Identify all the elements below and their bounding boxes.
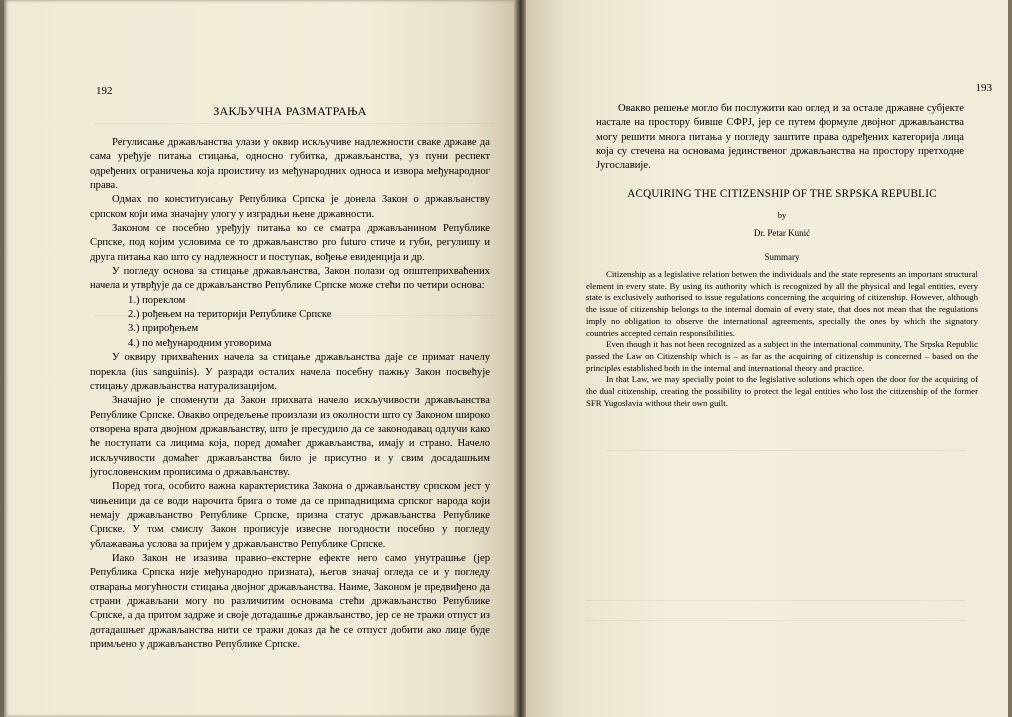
paragraph: У погледу основа за стицање држављанства, Закон полази од општеприхваћених начела и утврђује да се држављанство Републике Српске може стећи по четири основа: xyxy=(90,266,490,292)
paragraph: Citizenship as a legislative relation betwen the individuals and the state represents an important structural element in every state. By using its authority which is recognized by all the physical and legal entities, every state is exclusively authorised to issue regulations concerning the acquiring of citizenship. However, although the issue of citizenship belongs to the internal domain of every state, that does not mean that the regulations imply no obligation to observe the international agreements, specially the ones by which the signatory countries accepted certain responsibilities. xyxy=(586,269,978,338)
bleed-through-line xyxy=(586,600,966,601)
paragraph: Регулисање држављанства улази у оквир искључиве надлежности сваке државе да сама уређује питања стицања, односно губитка, држављанства, уз пуни респект одређених ограничења која проистичу из међународних односа и извора међународног права. xyxy=(90,137,490,192)
bleed-through-line xyxy=(606,450,966,451)
left-body-text xyxy=(90,136,490,652)
right-cover-edge xyxy=(1008,0,1012,717)
right-top-text xyxy=(596,102,964,173)
summary-body xyxy=(586,269,978,409)
paragraph: Одмах по конституисању Република Српска је донела Закон о држављанству српском који има значајну улогу у изградњи њене државности. xyxy=(90,194,490,220)
paragraph: Значајно је споменути да Закон прихвата начело искључивости држављанства Републике Српске. Овакво опредељење произлази из околности што су Законом широко отворена врата двојном држављанству, што је пресудило да се законодавац одлучи како ће поступати са лицима која, поред домаћег држављанства, имају и страно. Начело искључивости домаћег држављанства било је присутно и у свим досадашњим југословенским прописима о држављанству. xyxy=(90,395,490,478)
author-name: Dr. Petar Kunić xyxy=(753,228,811,238)
summary-label: Summary xyxy=(764,252,800,262)
paragraph: Even though it has not been recognized as a subject in the international community, The Srpska Republic passed the Law on Citizenship which is – as far as the acquiring of citizenship is concerned – based on the principles established both in the internal and international theory and practice. xyxy=(586,339,978,373)
page-number-right: 193 xyxy=(975,82,992,94)
bleed-through-line xyxy=(94,123,494,124)
byline-by: by xyxy=(777,210,787,220)
section-heading: ЗАКЉУЧНА РАЗМАТРАЊА xyxy=(213,104,367,118)
bleed-through-line xyxy=(586,620,966,621)
list-item: 2.) рођењем на територији Републике Српске xyxy=(128,309,332,321)
paragraph: Законом се посебно уређују питања ко се сматра држављанином Републике Српске, под којим условима се то држављанство pro futuro стиче и губи, регулишу и друга питања као што су надлежност и поступак, вођење евиденција и др. xyxy=(90,223,490,263)
paragraph: In that Law, we may specially point to the legislative solutions which open the door for the acquiring of the dual citizenship, creating the possibility to protect the legal entities who lost the citizenship of the former SFR Yugoslavia without their own guilt. xyxy=(586,374,978,408)
paragraph: Поред тога, особито важна карактеристика Закона о држављанству српском јест у чињеници да се води нарочита брига о томе да се припадницима српског народа који немају држављанство Републике Српске, призна статус држављанства Републике Српске. У том смислу Закон прописује извесне погодности посебно у погледу ублажавања услова за пријем у држављанство Републике Српске. xyxy=(90,481,490,550)
list-item: 4.) по међународним уговорима xyxy=(128,337,272,349)
paragraph: Иако Закон не изазива правно–екстерне ефекте него само унутрашње (јер Република Српска није међународно призната), његов значај огледа се и у погледу отварања могућности стицања двојног држављанства. Наиме, Законом је предвиђено да страни држављани могу по различитим основама стећи држављанство Републике Српске, а да притом задрже и своје дотадашње држављанство, јер се не тражи отпуст из дотадашњег држављанства нити се тражи доказ да ће се отпуст добити ако лице буде примљено у држављанство Републике Српске. xyxy=(90,552,490,651)
list-item: 1.) пореклом xyxy=(128,294,186,306)
book-gutter xyxy=(514,0,526,717)
list-item: 3.) прирођењем xyxy=(128,323,199,335)
paragraph: У оквиру прихваћених начела за стицање држављанства даје се примат начелу порекла (ius sanguinis). У разради осталих начела посебну пажњу Закон посвећује стицању држављанства натурализацијом. xyxy=(90,352,490,392)
paragraph: Овакво решење могло би послужити као оглед и за остале државне субјекте настале на простору бивше СФРЈ, јер се путем формуле двојног држављанства могу решити многа питања у погледу заштите права одређених категорија лица која су стечена на основама јединственог држављанства на простору претходне Југославије. xyxy=(596,103,964,172)
english-title: ACQUIRING THE CITIZENSHIP OF THE SRPSKA REPUBLIC xyxy=(627,188,937,200)
page-number-left: 192 xyxy=(96,85,113,97)
